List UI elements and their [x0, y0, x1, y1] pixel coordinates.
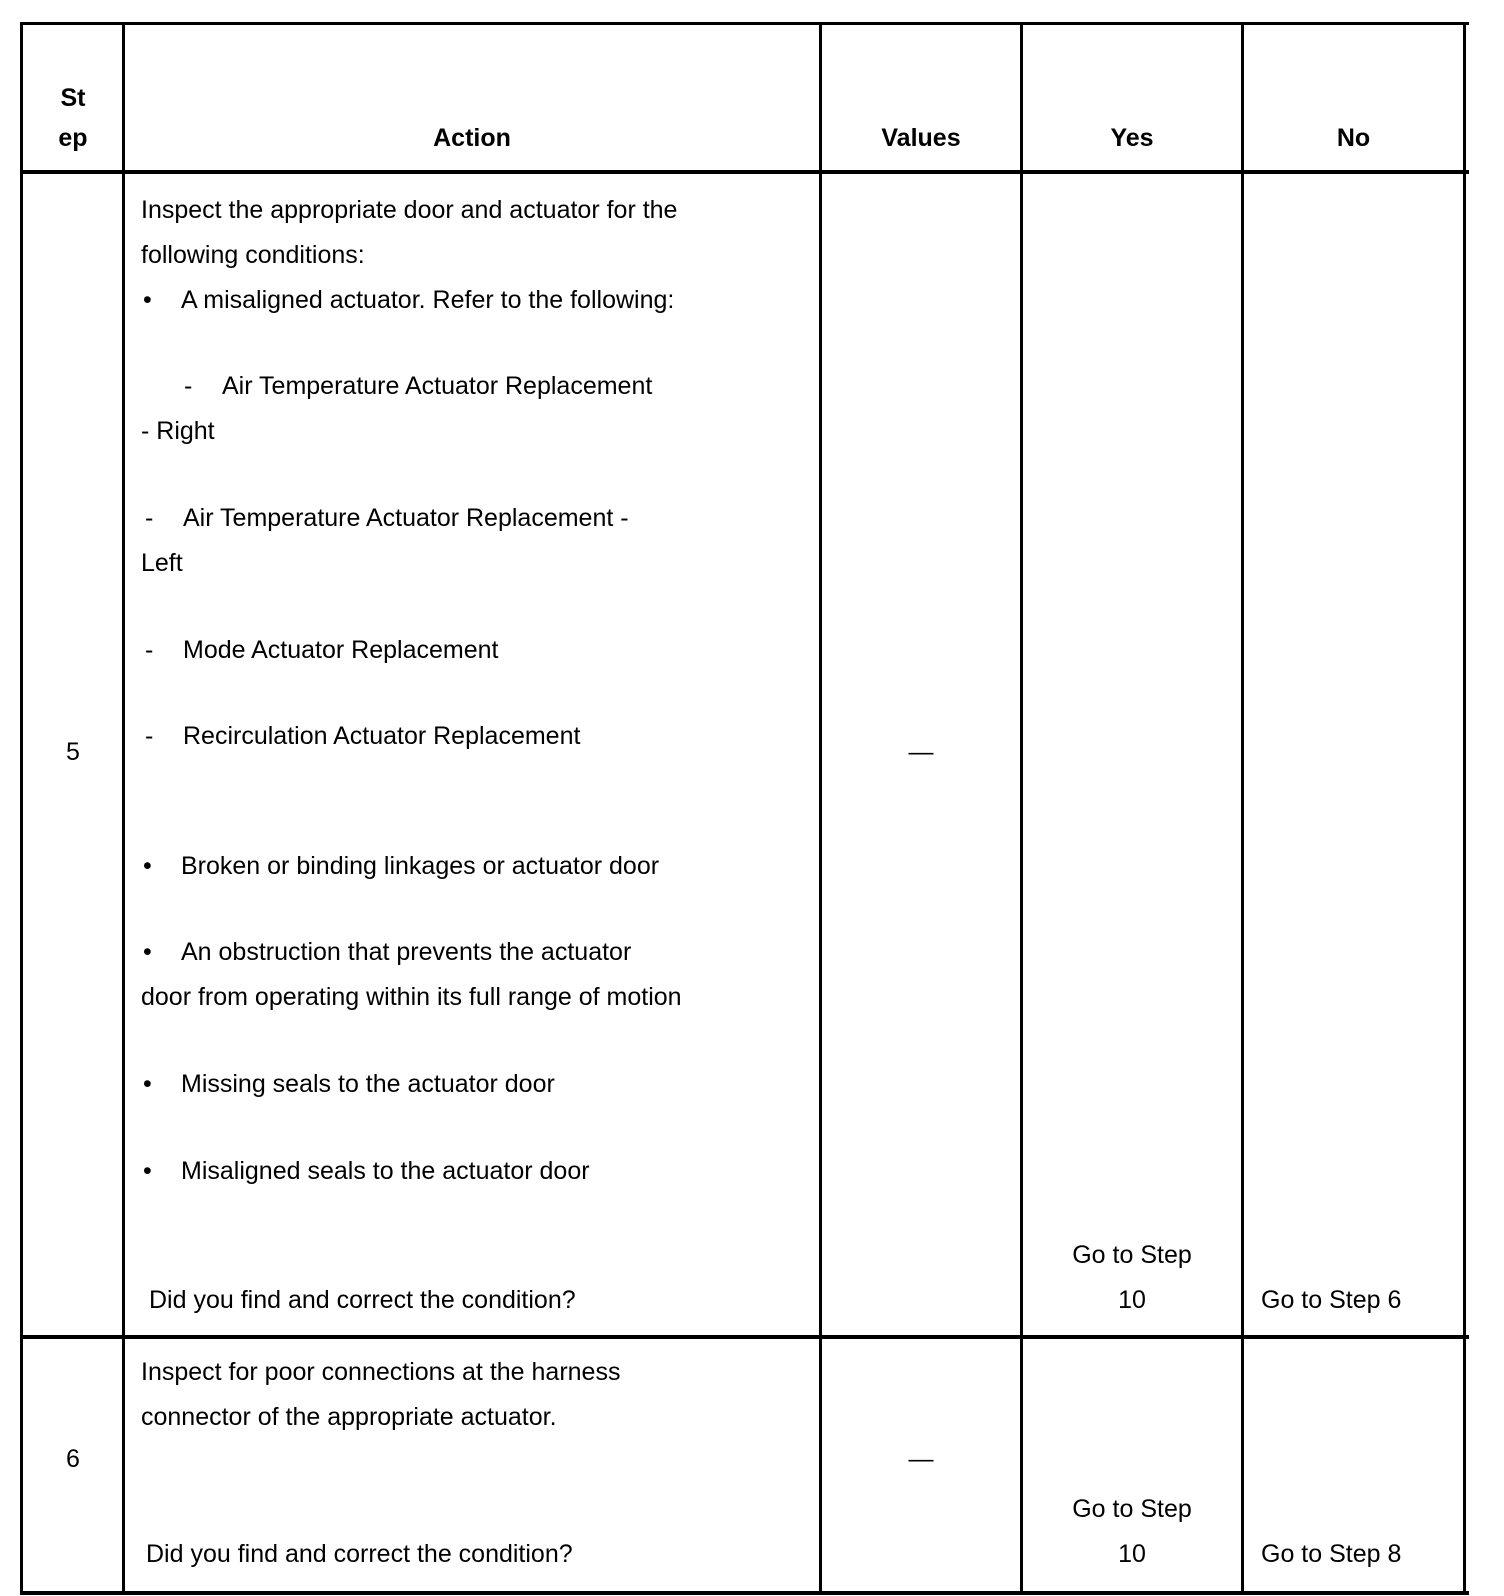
col-divider-yes: [1241, 22, 1244, 1595]
header-step: [24, 78, 122, 158]
header-step-line1: St: [60, 84, 86, 112]
no-cell: Go to Step 8: [1261, 1540, 1402, 1568]
row-divider: [20, 1335, 1469, 1339]
action-bullet-broken: Broken or binding linkages or actuator door: [181, 852, 660, 880]
action-sub-left-line1: Air Temperature Actuator Replacement -: [183, 504, 629, 532]
dash-glyph: -: [145, 722, 154, 750]
step-number: 5: [66, 738, 80, 766]
step-number: 6: [66, 1445, 80, 1473]
action-sub-mode: Mode Actuator Replacement: [183, 636, 499, 664]
action-question: Did you find and correct the condition?: [146, 1540, 573, 1568]
header-values: Values: [881, 124, 961, 152]
table-border-left: [20, 22, 23, 1595]
table-border-bottom: [20, 1591, 1469, 1595]
action-bullet-missing: Missing seals to the actuator door: [181, 1070, 555, 1098]
action-bullet-obstruction-line1: An obstruction that prevents the actuator: [181, 938, 632, 966]
col-divider-values: [1020, 22, 1023, 1595]
dash-glyph: -: [184, 372, 193, 400]
action-sub-left-line2: Left: [141, 549, 183, 577]
action-intro-line2: connector of the appropriate actuator.: [141, 1403, 557, 1431]
dash-glyph: -: [145, 504, 154, 532]
yes-cell-line2: 10: [1118, 1540, 1146, 1568]
action-bullet-misaligned-seals: Misaligned seals to the actuator door: [181, 1157, 590, 1185]
bullet-glyph: •: [143, 1070, 152, 1098]
table-border-right: [1463, 22, 1466, 1595]
table-border-top: [20, 22, 1469, 25]
col-divider-step: [122, 22, 125, 1595]
header-step-line2: ep: [58, 124, 88, 152]
action-intro-line2: following conditions:: [141, 241, 365, 269]
yes-cell-line1: Go to Step: [1072, 1495, 1192, 1523]
header-yes: Yes: [1110, 124, 1154, 152]
header-no: No: [1336, 124, 1371, 152]
action-intro-line1: Inspect the appropriate door and actuator for the: [141, 196, 678, 224]
bullet-glyph: •: [143, 1157, 152, 1185]
action-bullet-obstruction-line2: door from operating within its full range of motion: [141, 983, 682, 1011]
action-sub-right-line1: Air Temperature Actuator Replacement: [222, 372, 653, 400]
bullet-glyph: •: [143, 286, 152, 314]
action-intro-line1: Inspect for poor connections at the harness: [141, 1358, 621, 1386]
action-question: Did you find and correct the condition?: [149, 1286, 576, 1314]
dash-glyph: -: [145, 636, 154, 664]
yes-cell-line1: Go to Step: [1072, 1241, 1192, 1269]
values-cell: —: [908, 738, 934, 766]
header-divider: [20, 170, 1469, 174]
values-cell: —: [908, 1445, 934, 1473]
action-sub-recirc: Recirculation Actuator Replacement: [183, 722, 581, 750]
header-action: Action: [433, 124, 511, 152]
bullet-glyph: •: [143, 852, 152, 880]
action-sub-right-line2: - Right: [141, 417, 215, 445]
no-cell: Go to Step 6: [1261, 1286, 1402, 1314]
action-bullet-misaligned: A misaligned actuator. Refer to the following:: [181, 286, 675, 314]
yes-cell-line2: 10: [1118, 1286, 1146, 1314]
col-divider-action: [819, 22, 822, 1595]
bullet-glyph: •: [143, 938, 152, 966]
